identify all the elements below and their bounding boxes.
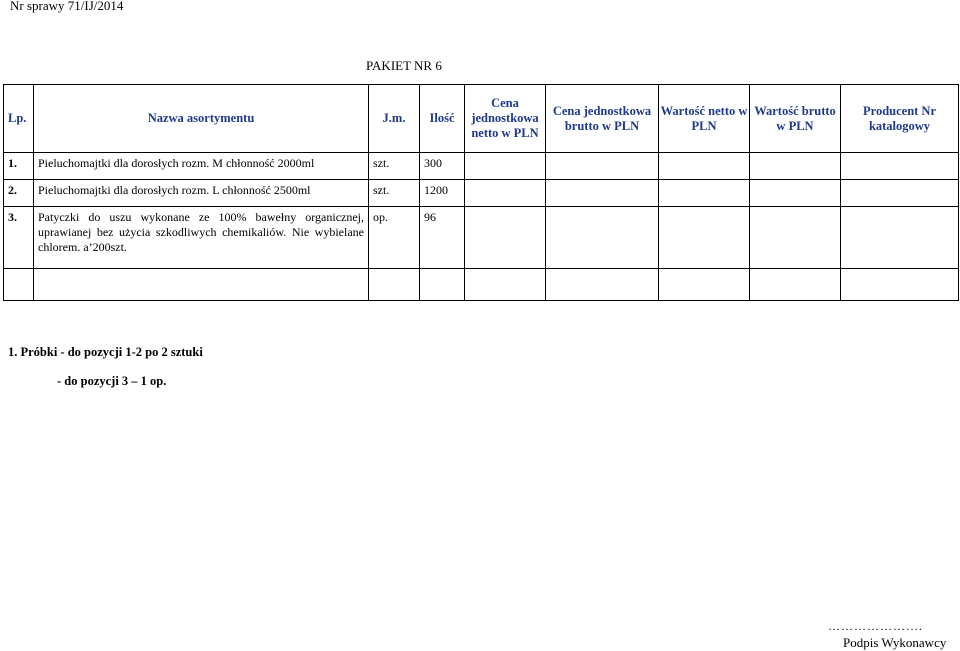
row-net-value [659,180,750,207]
header-name: Nazwa asortymentu [34,85,369,153]
row-unit-net-price [465,207,546,269]
row-qty: 1200 [420,180,465,207]
row-unit-gross-price [546,153,659,180]
row-net-value [659,207,750,269]
offer-table [3,84,959,301]
table-summary-row [4,269,959,301]
table-row [4,180,959,207]
row-unit: op. [369,207,420,269]
row-producer [841,207,959,269]
summary-cell [659,269,750,301]
row-unit-gross-price [546,207,659,269]
signature-label: Podpis Wykonawcy [843,635,947,650]
row-lp: 2. [4,180,34,207]
row-lp: 3. [4,207,34,269]
row-name: Pieluchomajtki dla dorosłych rozm. L chłonność 2500ml [34,180,369,207]
row-gross-value [750,207,841,269]
package-title: PAKIET NR 6 [366,58,442,73]
case-number: Nr sprawy 71/IJ/2014 [10,0,124,13]
row-name: Pieluchomajtki dla dorosłych rozm. M chłonność 2000ml [34,153,369,180]
row-name: Patyczki do uszu wykonane ze 100% bawełny organicznej, uprawianej bez użycia szkodliwych chemikaliów. Nie wybielane chlorem. a’200szt. [34,207,369,269]
summary-cell [4,269,34,301]
header-qty: Ilość [420,85,465,153]
samples-note-line1: 1. Próbki - do pozycji 1-2 po 2 sztuki [8,345,203,359]
samples-note-line2: - do pozycji 3 – 1 op. [57,374,167,388]
table-row [4,207,959,269]
row-gross-value [750,180,841,207]
row-qty: 300 [420,153,465,180]
row-producer [841,153,959,180]
row-unit-gross-price [546,180,659,207]
summary-cell [369,269,420,301]
row-net-value [659,153,750,180]
row-unit-net-price [465,180,546,207]
row-unit: szt. [369,180,420,207]
header-producer: Producent Nr katalogowy [841,85,959,153]
row-unit: szt. [369,153,420,180]
row-qty: 96 [420,207,465,269]
signature-dots: …………………. [828,619,923,633]
row-producer [841,180,959,207]
header-unit-gross-price: Cena jednostkowa brutto w PLN [546,85,659,153]
header-gross-value: Wartość brutto w PLN [750,85,841,153]
row-gross-value [750,153,841,180]
header-net-value: Wartość netto w PLN [659,85,750,153]
summary-cell [841,269,959,301]
header-unit-net-price: Cena jednostkowa netto w PLN [465,85,546,153]
summary-cell [750,269,841,301]
summary-cell [34,269,369,301]
header-lp: Lp. [4,85,34,153]
summary-cell [465,269,546,301]
row-unit-net-price [465,153,546,180]
header-unit: J.m. [369,85,420,153]
table-row [4,153,959,180]
summary-cell [546,269,659,301]
row-lp: 1. [4,153,34,180]
table-header-row [4,85,959,153]
summary-cell [420,269,465,301]
